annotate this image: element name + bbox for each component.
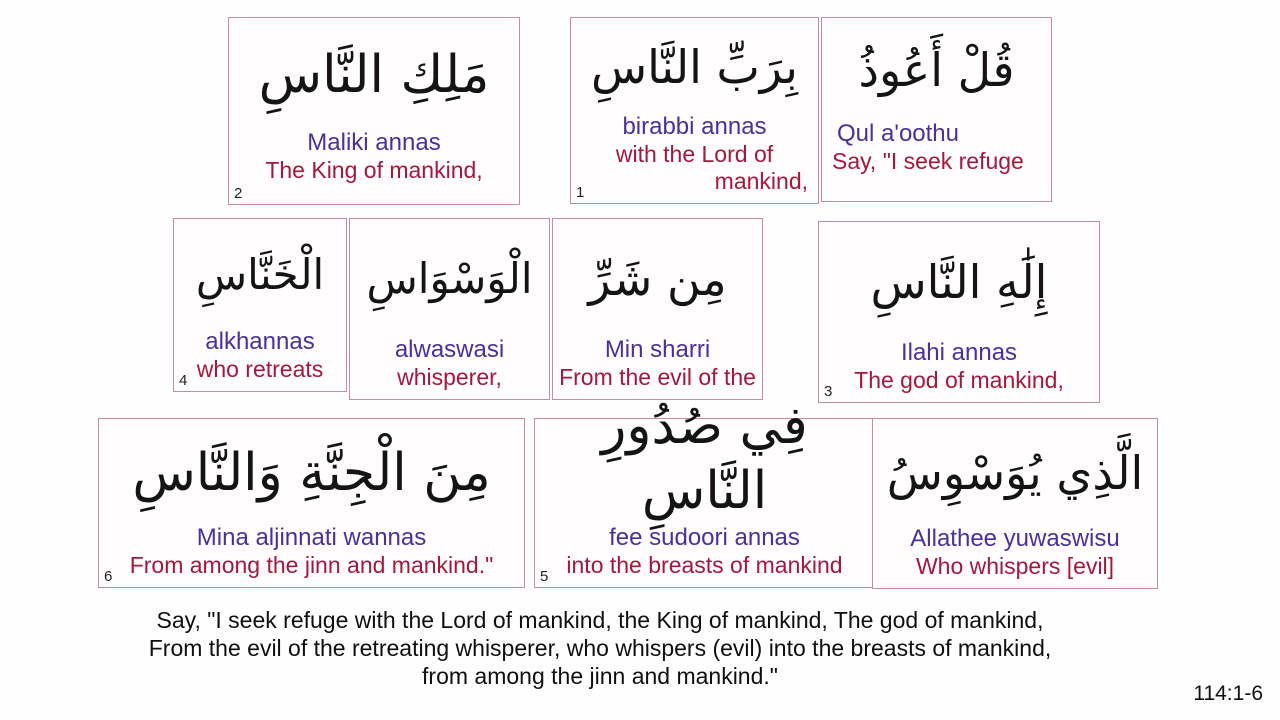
- verse-box-4-part1: [552, 218, 763, 400]
- verse-number: 3: [824, 383, 833, 400]
- arabic-text: الْوَسْوَاسِ: [366, 254, 533, 304]
- translation-text: From the evil of the: [559, 364, 756, 390]
- arabic-text: بِرَبِّ النَّاسِ: [591, 39, 798, 94]
- full-translation-summary: [0, 606, 1200, 690]
- translation-text: whisperer,: [397, 364, 502, 390]
- translation-text: Who whispers [evil]: [915, 553, 1115, 579]
- translation-text: into the breasts of mankind: [566, 552, 843, 578]
- verse-box-5-part2: [534, 396, 875, 588]
- arabic-text: الَّذِي يُوَسْوِسُ: [886, 446, 1144, 501]
- translation-text: who retreats: [196, 356, 324, 382]
- arabic-text: مَلِكِ النَّاسِ: [258, 45, 490, 105]
- summary-line-1: Say, "I seek refuge with the Lord of mankind, the King of mankind, The god of mankind,: [156, 607, 1044, 633]
- verse-box-6: [98, 418, 525, 588]
- verse-box-2: [228, 17, 520, 205]
- translation-text: The god of mankind,: [854, 367, 1064, 393]
- transliteration-text: alkhannas: [205, 328, 315, 355]
- transliteration-text: alwaswasi: [394, 336, 505, 363]
- verse-box-5-part1: [872, 418, 1158, 589]
- translation-line-1: with the Lord of: [615, 141, 774, 167]
- verse-number: 2: [234, 185, 243, 202]
- transliteration-text: Allathee yuwaswisu: [910, 525, 1120, 552]
- verse-box-4-part2: [349, 218, 550, 400]
- arabic-text: مِنَ الْجِنَّةِ وَالنَّاسِ: [132, 443, 491, 503]
- transliteration-text: Maliki annas: [307, 129, 441, 156]
- summary-line-3: from among the jinn and mankind.": [422, 663, 778, 689]
- translation-text: From among the jinn and mankind.": [129, 552, 494, 578]
- translation-text: [577, 141, 812, 195]
- transliteration-text: Qul a'oothu: [837, 120, 960, 147]
- verse-reference: 114:1-6: [1193, 682, 1263, 705]
- translation-text: The King of mankind,: [265, 157, 483, 183]
- arabic-text: الْخَنَّاسِ: [195, 250, 325, 300]
- arabic-text: إِلَٰهِ النَّاسِ: [870, 254, 1048, 309]
- verse-box-1-part1: [821, 17, 1052, 202]
- verse-number: 5: [540, 568, 549, 585]
- verse-number: 1: [576, 184, 585, 201]
- transliteration-text: Mina aljinnati wannas: [196, 524, 427, 551]
- transliteration-text: birabbi annas: [622, 113, 767, 140]
- summary-line-2: From the evil of the retreating whisperer, who whispers (evil) into the breasts of mankind,: [148, 635, 1052, 661]
- transliteration-text: Ilahi annas: [900, 339, 1018, 366]
- arabic-text: مِن شَرِّ: [588, 251, 727, 306]
- verse-box-1-part2: [570, 17, 819, 204]
- verse-box-3: [818, 221, 1100, 403]
- arabic-text: قُلْ أَعُوذُ: [858, 43, 1015, 98]
- transliteration-text: Min sharri: [604, 336, 711, 363]
- verse-box-4-part3: [173, 218, 347, 392]
- verse-number: 6: [104, 568, 113, 585]
- arabic-text: فِي صُدُورِ النَّاسِ: [601, 396, 808, 521]
- transliteration-text: fee sudoori annas: [609, 524, 800, 551]
- translation-line-2: mankind,: [714, 168, 808, 194]
- translation-text: Say, "I seek refuge: [832, 148, 1024, 174]
- verse-number: 4: [179, 372, 188, 389]
